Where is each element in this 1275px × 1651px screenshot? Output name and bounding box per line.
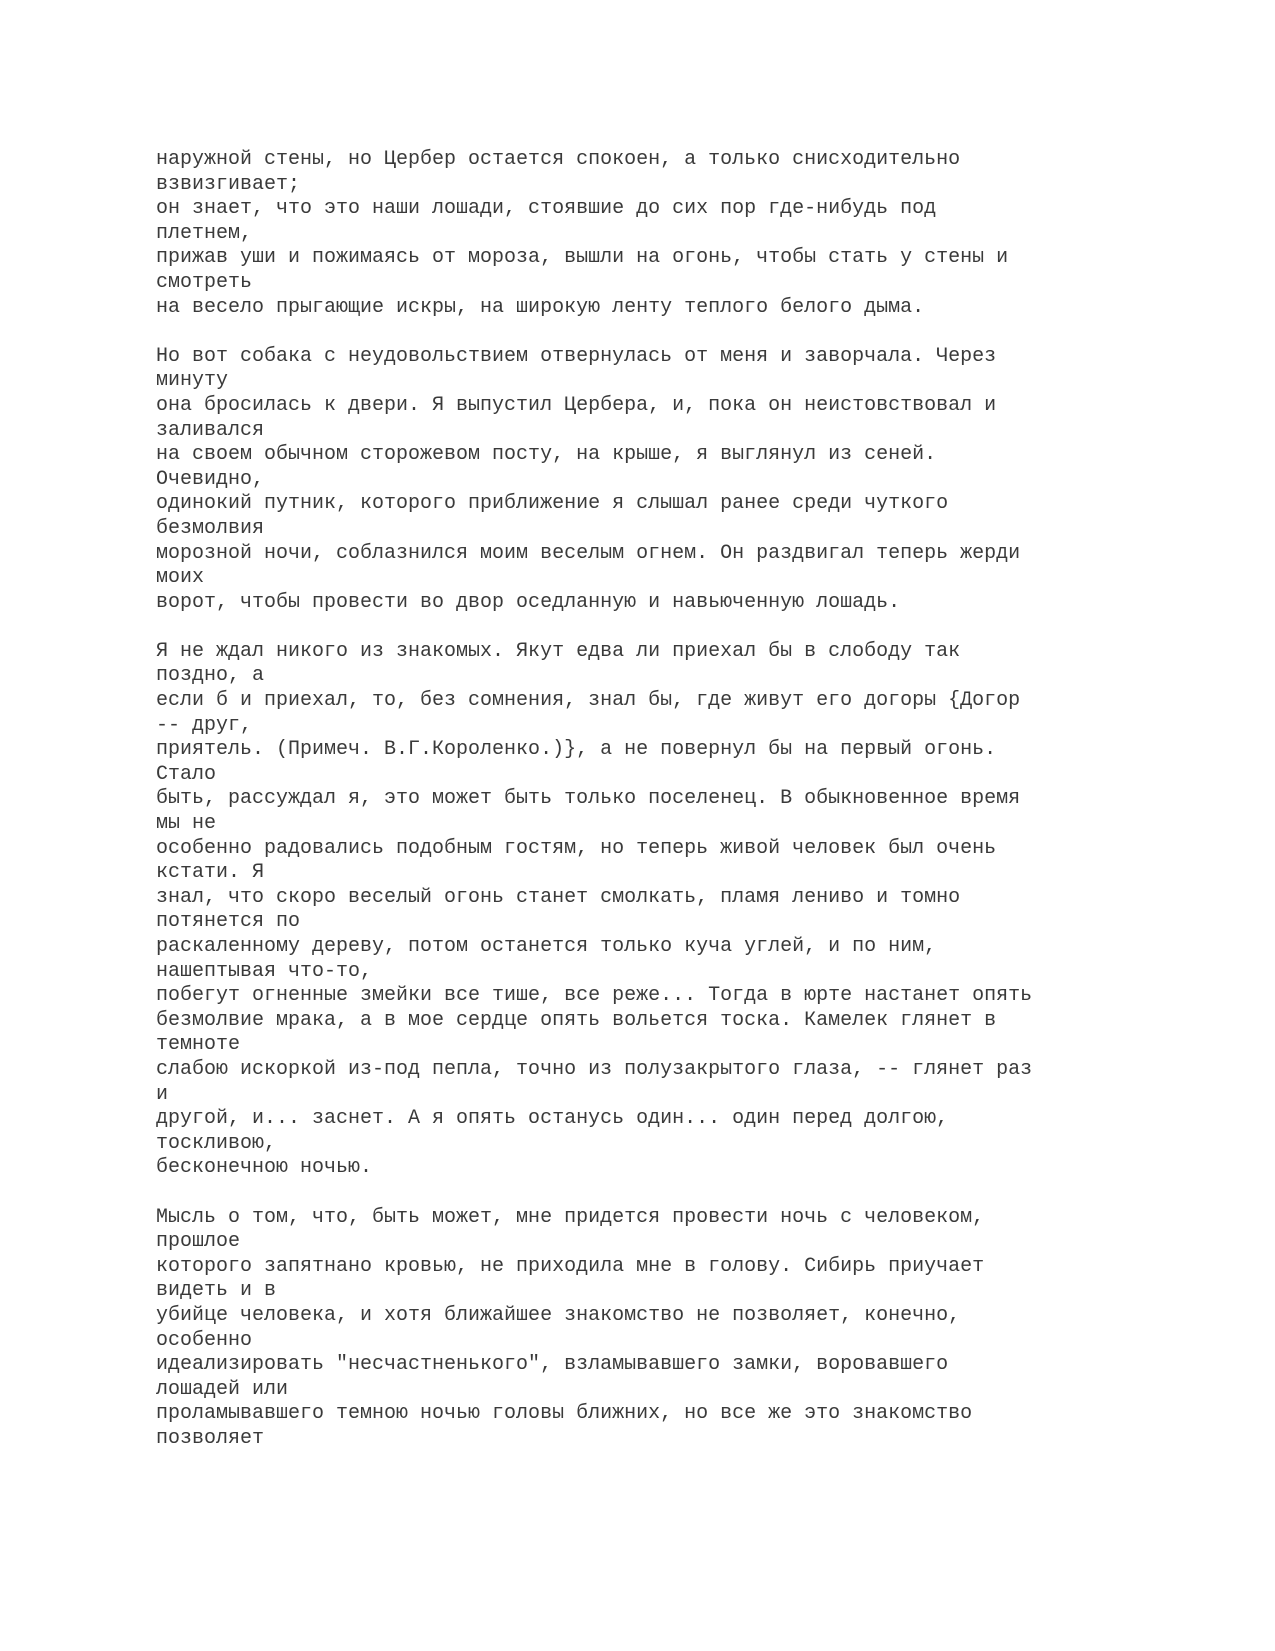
text-line: и [156, 1082, 169, 1106]
text-line: кстати. Я [156, 861, 265, 885]
paragraph-gap [156, 615, 1156, 640]
text-line: морозной ночи, соблазнился моим веселым огнем. Он раздвигал теперь жерди [156, 541, 1021, 565]
text-line: раскаленному дереву, потом останется только куча углей, и по ним, [156, 935, 937, 958]
text-line: моих [156, 566, 205, 590]
paragraph-1 [156, 148, 1156, 320]
text-line: потянется по [156, 910, 301, 934]
text-line: видеть и в [156, 1279, 277, 1303]
text-line: если б и приехал, то, без сомнения, знал бы, где живут его догоры {Догор [156, 689, 1021, 713]
text-line: тоскливою, [156, 1131, 277, 1155]
paragraph-gap [156, 1181, 1156, 1206]
text-line: прижав уши и пожимаясь от мороза, вышли на огонь, чтобы стать у стены и [156, 246, 1009, 270]
text-line: Очевидно, [156, 467, 265, 491]
text-line: быть, рассуждал я, это может быть только поселенец. В обыкновенное время [156, 787, 1021, 811]
text-line: особенно радовались подобным гостям, но теперь живой человек был очень [156, 836, 997, 860]
text-line: на весело прыгающие искры, на широкую ленту теплого белого дыма. [156, 295, 925, 319]
text-line: Но вот собака с неудовольствием отвернулась от меня и заворчала. Через [156, 344, 997, 368]
text-line: темноте [156, 1033, 241, 1057]
text-line: Стало [156, 762, 217, 786]
text-line: она бросилась к двери. Я выпустил Цербера, и, пока он неистовствовал и [156, 393, 997, 417]
text-line: поздно, а [156, 664, 265, 688]
text-line: знал, что скоро веселый огонь станет смолкать, пламя лениво и томно [156, 885, 961, 909]
text-line: особенно [156, 1328, 253, 1352]
text-line: одинокий путник, которого приближение я слышал ранее среди чуткого [156, 492, 949, 516]
text-line: заливался [156, 418, 265, 442]
text-line: идеализировать "несчастненького", взламывавшего замки, воровавшего [156, 1353, 949, 1377]
text-line: позволяет [156, 1426, 265, 1450]
paragraph-4 [156, 1206, 1156, 1452]
text-line: другой, и... заснет. А я опять останусь один... один перед долгою, [156, 1107, 949, 1131]
text-line: убийце человека, и хотя ближайшее знакомство не позволяет, конечно, [156, 1303, 961, 1327]
text-line: Мысль о том, что, быть может, мне придется провести ночь с человеком, [156, 1205, 985, 1229]
text-line: на своем обычном сторожевом посту, на крыше, я выглянул из сеней. [156, 443, 937, 467]
paragraph-gap [156, 320, 1156, 345]
text-line: слабою искоркой из-под пепла, точно из полузакрытого глаза, -- глянет раз [156, 1057, 1033, 1081]
text-line: нашептывая что-то, [156, 959, 373, 983]
text-line: безмолвие мрака, а в мое сердце опять вольется тоска. Камелек глянет в [156, 1008, 997, 1032]
document-text [156, 148, 1156, 1451]
text-line: взвизгивает; [156, 172, 301, 196]
text-line: прошлое [156, 1230, 241, 1254]
text-line: ворот, чтобы провести во двор оседланную и навьюченную лошадь. [156, 590, 901, 614]
text-line: -- друг, [156, 713, 253, 737]
text-line: он знает, что это наши лошади, стоявшие до сих пор где-нибудь под [156, 197, 937, 221]
text-line: смотреть [156, 270, 253, 294]
text-line: проламывавшего темною ночью головы ближних, но все же это знакомство [156, 1402, 973, 1426]
text-line: лошадей или [156, 1377, 289, 1401]
text-line: которого запятнано кровью, не приходила мне в голову. Сибирь приучает [156, 1254, 985, 1278]
text-line: приятель. (Примеч. В.Г.Короленко.)}, а не повернул бы на первый огонь. [156, 738, 997, 762]
text-line: мы не [156, 812, 217, 836]
text-line: Я не ждал никого из знакомых. Якут едва ли приехал бы в слободу так [156, 639, 961, 663]
paragraph-3 [156, 640, 1156, 1181]
paragraph-2 [156, 345, 1156, 616]
text-line: безмолвия [156, 516, 265, 540]
text-line: наружной стены, но Цербер остается спокоен, а только снисходительно [156, 148, 961, 171]
text-line: плетнем, [156, 221, 253, 245]
text-line: бесконечною ночью. [156, 1156, 373, 1180]
text-line: побегут огненные змейки все тише, все реже... Тогда в юрте настанет опять [156, 984, 1033, 1008]
text-line: минуту [156, 369, 229, 393]
